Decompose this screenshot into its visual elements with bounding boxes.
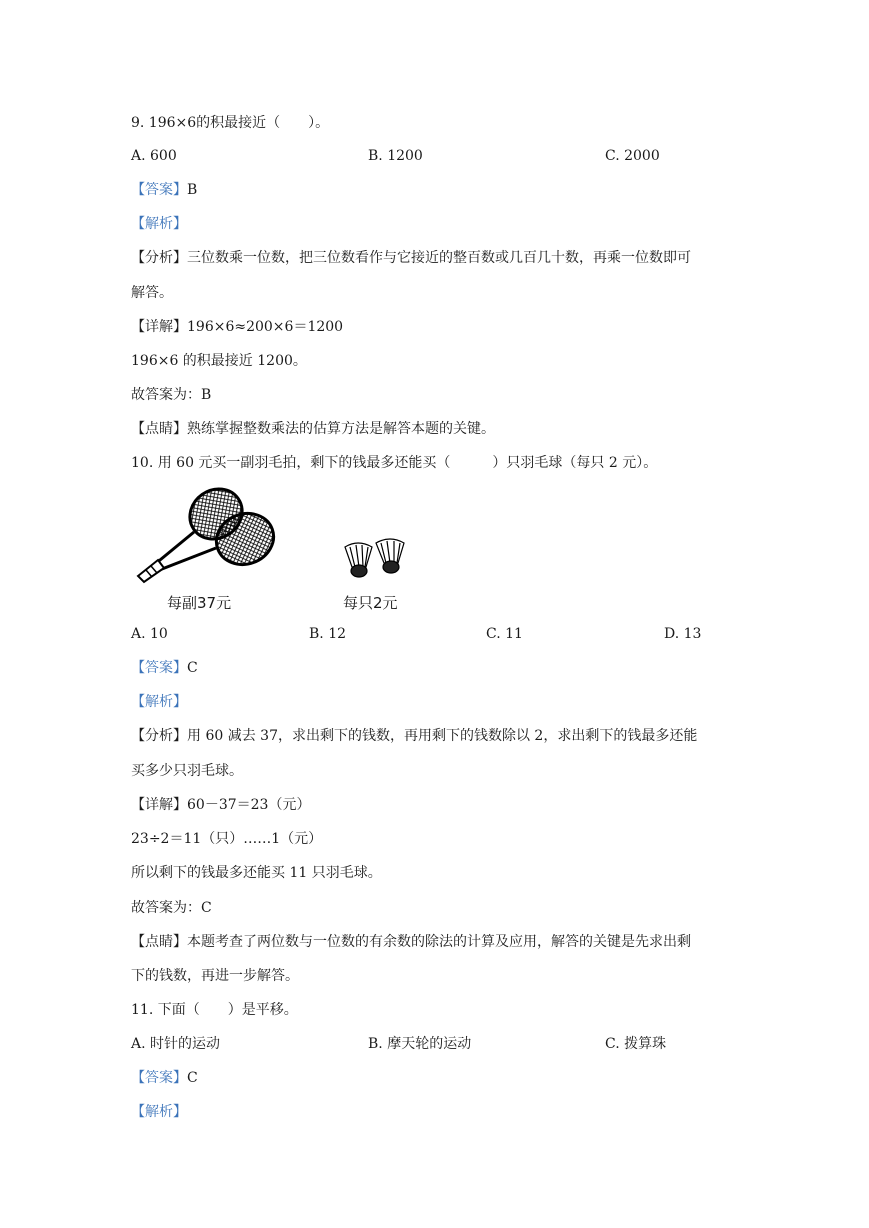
q10-answer	[131, 658, 198, 678]
xiangjie-text: 60－37＝23（元）	[187, 797, 311, 813]
q11-question: 11. 下面（ ）是平移。	[131, 1002, 298, 1018]
badminton-racket-illustration	[134, 484, 279, 584]
fenxi-tag: 【分析】	[131, 728, 187, 744]
xiangjie-tag: 【详解】	[131, 319, 187, 335]
dianjing-text: 本题考查了两位数与一位数的有余数的除法的计算及应用，解答的关键是先求出剩	[187, 934, 691, 950]
q10-question: 10. 用 60 元买一副羽毛拍，剩下的钱最多还能买（ ）只羽毛球（每只 2 元）。	[131, 455, 658, 471]
q10-dianjing	[131, 932, 691, 952]
q10-option-b: B. 12	[309, 626, 347, 642]
q10-conclusion: 所以剩下的钱最多还能买 11 只羽毛球。	[131, 865, 382, 881]
answer-value: C	[187, 1070, 198, 1086]
fenxi-tag: 【分析】	[131, 250, 187, 266]
q10-final-answer: 故答案为：C	[131, 900, 212, 916]
q10-option-a: A. 10	[131, 626, 168, 642]
q10-xiangjie	[131, 795, 310, 815]
xiangjie-text: 196×6≈200×6＝1200	[187, 319, 344, 335]
fenxi-text: 三位数乘一位数，把三位数看作与它接近的整百数或几百几十数，再乘一位数即可	[187, 250, 691, 266]
q9-question: 9. 196×6的积最接近（ ）。	[131, 115, 330, 131]
q9-option-a: A. 600	[131, 148, 177, 164]
q11-option-a: A. 时针的运动	[131, 1036, 221, 1052]
q11-option-b: B. 摩天轮的运动	[368, 1036, 472, 1052]
answer-value: C	[187, 660, 198, 676]
shuttlecock-illustration	[340, 535, 420, 585]
q10-fenxi	[131, 726, 697, 746]
q9-option-b: B. 1200	[368, 148, 423, 164]
answer-tag: 【答案】	[131, 1070, 187, 1086]
answer-tag: 【答案】	[131, 660, 187, 676]
q11-option-c: C. 拨算珠	[605, 1036, 667, 1052]
shuttlecock-price-caption: 每只2元	[343, 594, 398, 612]
q10-fenxi-cont: 买多少只羽毛球。	[131, 763, 243, 779]
dianjing-tag: 【点睛】	[131, 934, 187, 950]
dianjing-text: 熟练掌握整数乘法的估算方法是解答本题的关键。	[187, 421, 495, 437]
q9-fenxi	[131, 248, 691, 268]
q10-analysis-tag: 【解析】	[131, 694, 187, 710]
q9-xiangjie	[131, 317, 343, 337]
q9-fenxi-cont: 解答。	[131, 285, 173, 301]
fenxi-text: 用 60 减去 37，求出剩下的钱数，再用剩下的钱数除以 2，求出剩下的钱最多还能	[187, 728, 698, 744]
q9-analysis-tag: 【解析】	[131, 216, 187, 232]
q9-final-answer: 故答案为：B	[131, 387, 212, 403]
answer-value: B	[187, 182, 198, 198]
q10-option-c: C. 11	[486, 626, 523, 642]
dianjing-tag: 【点睛】	[131, 421, 187, 437]
q9-answer	[131, 180, 197, 200]
q10-option-d: D. 13	[664, 626, 702, 642]
q11-answer	[131, 1068, 198, 1088]
q9-option-c: C. 2000	[605, 148, 660, 164]
q11-analysis-tag: 【解析】	[131, 1104, 187, 1120]
xiangjie-tag: 【详解】	[131, 797, 187, 813]
q9-dianjing	[131, 419, 495, 439]
q9-result: 196×6 的积最接近 1200。	[131, 353, 307, 369]
answer-tag: 【答案】	[131, 182, 187, 198]
q10-calc2: 23÷2＝11（只）……1（元）	[131, 831, 323, 847]
racket-price-caption: 每副37元	[167, 594, 232, 612]
q10-dianjing-cont: 下的钱数，再进一步解答。	[131, 968, 299, 984]
